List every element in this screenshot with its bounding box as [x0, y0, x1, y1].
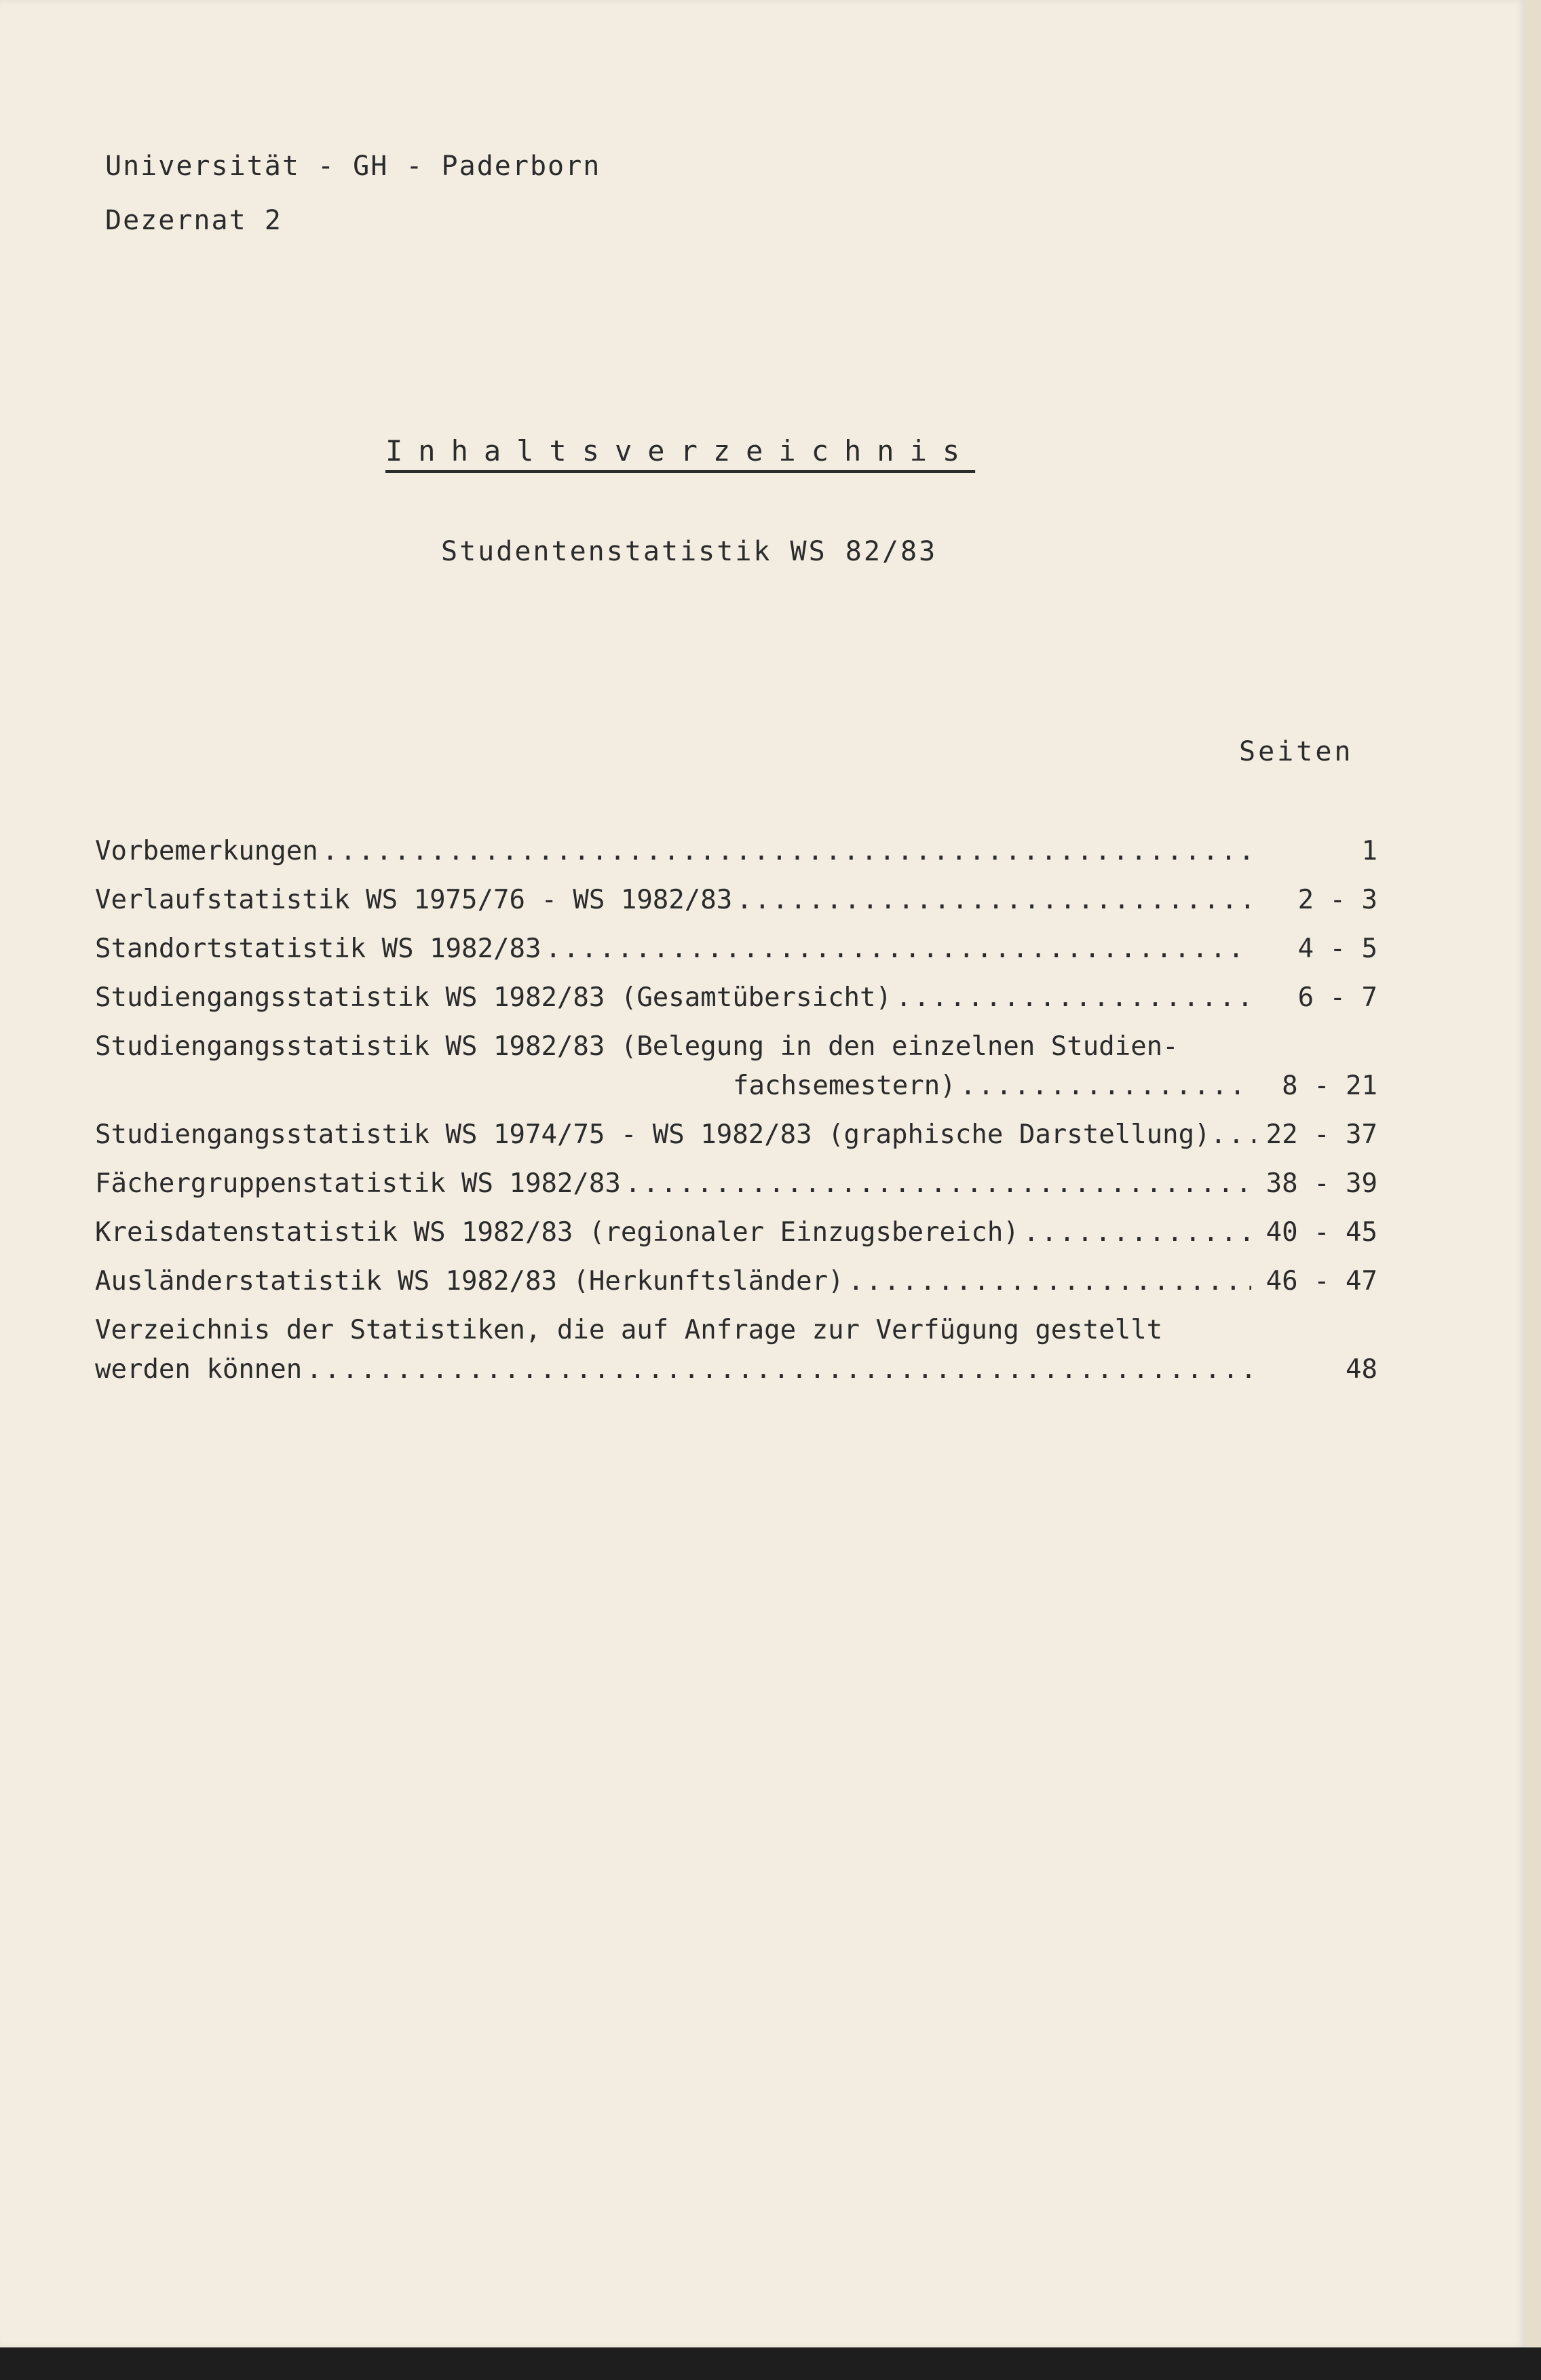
toc-entry-label-continued: werden können [95, 1354, 303, 1385]
toc-entry [95, 836, 1377, 885]
dot-leader [1211, 1119, 1255, 1150]
toc-entry [95, 1266, 1377, 1315]
document-title: Inhaltsverzeichnis [385, 434, 976, 467]
toc-entry-pages: 8 - 21 [1282, 1071, 1377, 1101]
toc-entry [95, 934, 1377, 982]
table-of-contents [95, 836, 1377, 1403]
toc-entry-label: Verzeichnis der Statistiken, die auf Anfrage zur Verfügung gestellt [95, 1315, 1163, 1345]
toc-entry-label: Fächergruppenstatistik WS 1982/83 [95, 1168, 621, 1199]
toc-entry-label: Studiengangsstatistik WS 1974/75 - WS 1982/83 (graphische Darstellung) [95, 1119, 1211, 1150]
dot-leader [896, 982, 1251, 1013]
toc-entry-pages: 40 - 45 [1266, 1217, 1377, 1248]
toc-entry-label: Studiengangsstatistik WS 1982/83 (Belegung in den einzelnen Studien- [95, 1031, 1179, 1062]
dot-leader [625, 1168, 1251, 1199]
toc-entry-pages: 22 - 37 [1266, 1119, 1377, 1150]
toc-entry-label: Vorbemerkungen [95, 836, 318, 866]
dot-leader [306, 1354, 1251, 1385]
toc-entry [95, 1217, 1377, 1266]
toc-entry-label: Studiengangsstatistik WS 1982/83 (Gesamtübersicht) [95, 982, 892, 1013]
paper-edge [1525, 0, 1541, 2347]
toc-entry-pages: 2 - 3 [1297, 885, 1377, 915]
dot-leader [848, 1266, 1251, 1297]
toc-entry [95, 1031, 1377, 1119]
toc-entry-pages: 6 - 7 [1297, 982, 1377, 1013]
toc-entry [95, 1315, 1377, 1403]
toc-entry-pages: 48 [1346, 1354, 1377, 1385]
toc-entry-pages: 4 - 5 [1297, 934, 1377, 964]
dot-leader [545, 934, 1251, 964]
scan-border [0, 2347, 1541, 2380]
institution-name: Universität - GH - Paderborn [105, 151, 601, 182]
toc-entry [95, 885, 1377, 934]
dot-leader [1023, 1217, 1251, 1248]
toc-entry-pages: 38 - 39 [1266, 1168, 1377, 1199]
pages-column-header: Seiten [1239, 736, 1354, 767]
toc-entry [95, 1119, 1377, 1168]
dot-leader [736, 885, 1251, 915]
toc-entry-pages: 46 - 47 [1266, 1266, 1377, 1297]
toc-entry-label: Ausländerstatistik WS 1982/83 (Herkunftsländer) [95, 1266, 844, 1297]
toc-entry [95, 1168, 1377, 1217]
toc-entry-pages: 1 [1361, 836, 1377, 866]
department-name: Dezernat 2 [105, 205, 282, 236]
toc-entry-label: Kreisdatenstatistik WS 1982/83 (regionaler Einzugsbereich) [95, 1217, 1019, 1248]
document-subtitle: Studentenstatistik WS 82/83 [441, 536, 938, 567]
letterhead [105, 139, 601, 248]
toc-entry [95, 982, 1377, 1031]
dot-leader [960, 1071, 1251, 1101]
toc-entry-label-continued: fachsemestern) [733, 1071, 956, 1101]
toc-entry-label: Verlaufstatistik WS 1975/76 - WS 1982/83 [95, 885, 733, 915]
toc-entry-label: Standortstatistik WS 1982/83 [95, 934, 541, 964]
dot-leader [322, 836, 1251, 866]
